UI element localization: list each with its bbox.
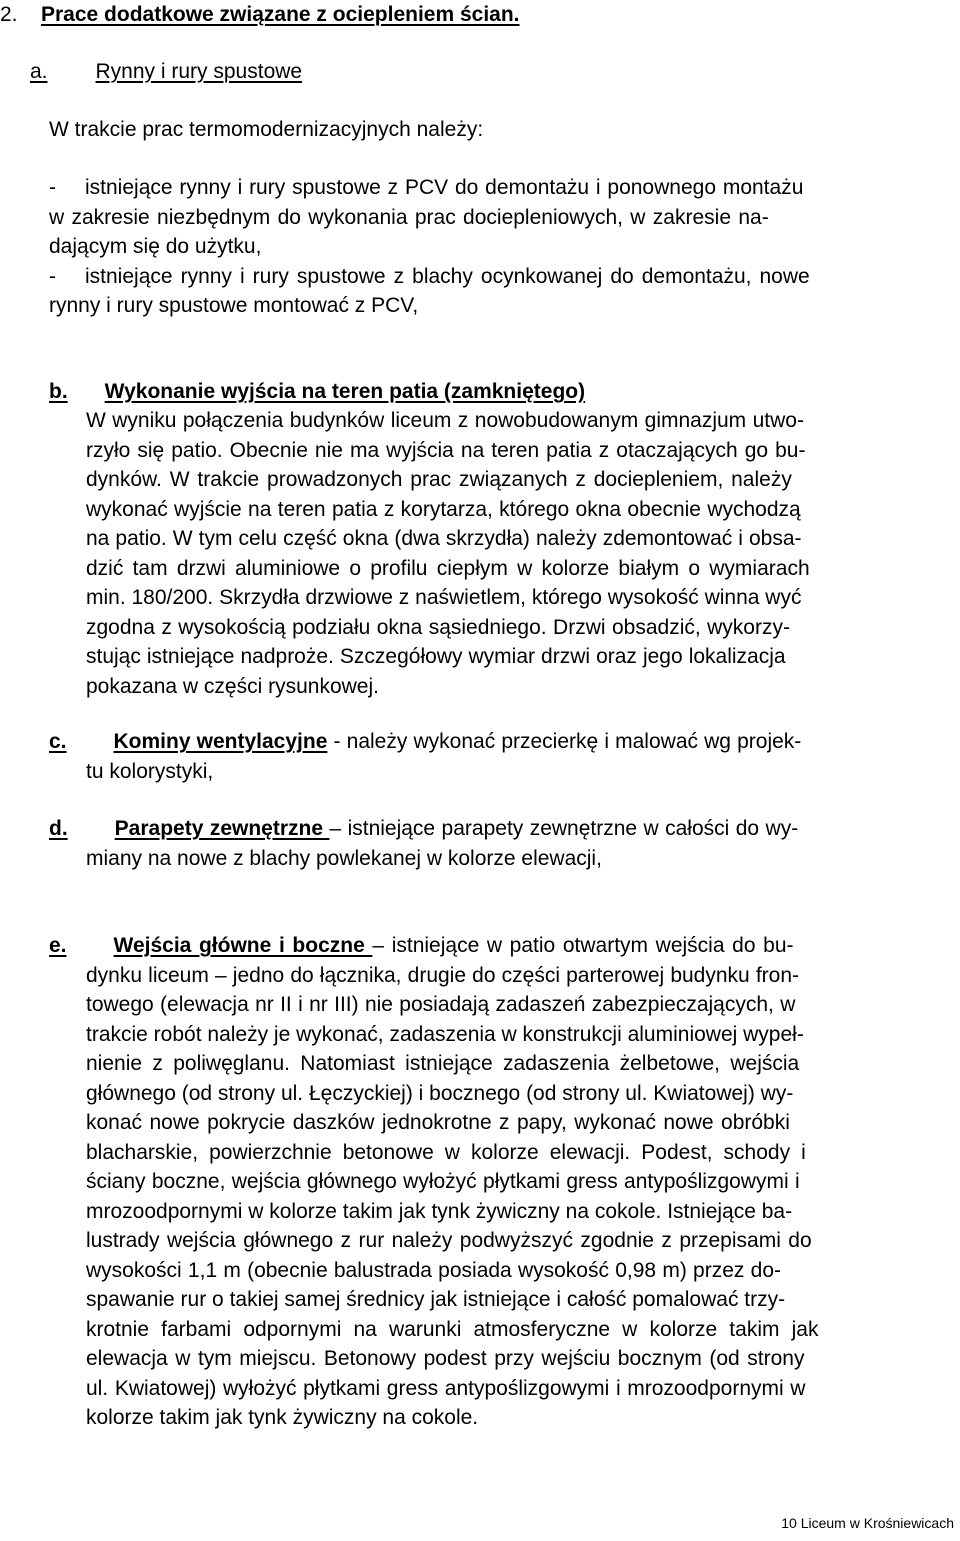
- paragraph-line: dynków. W trakcie prowadzonych prac związanych z dociepleniem, należy: [86, 468, 792, 491]
- section-a-title: Rynny i rury spustowe: [95, 60, 303, 83]
- paragraph-line: krotnie farbami odpornymi na warunki atmosferyczne w kolorze takim jak: [86, 1317, 819, 1341]
- paragraph-line: dzić tam drzwi aluminiowe o profilu ciepłym w kolorze białym o wymiarach: [86, 556, 810, 580]
- paragraph-line: W wyniku połączenia budynków liceum z nowobudowanym gimnazjum utwo-: [86, 409, 804, 432]
- paragraph-line: na patio. W tym celu część okna (dwa skrzydła) należy zdemontować i obsa-: [86, 527, 802, 550]
- section-e: [49, 931, 955, 1433]
- list-item-line: w zakresie niezbędnym do wykonania prac dociepleniowych, w zakresie na-: [49, 205, 769, 229]
- list-item-line: istniejące rynny i rury spustowe z PCV do demontażu i ponownego montażu: [85, 176, 804, 199]
- list-item-line: istniejące rynny i rury spustowe z blachy ocynkowanej do demontażu, nowe: [85, 264, 810, 288]
- list-item: [49, 173, 955, 262]
- paragraph-line: ściany boczne, wejścia głównego wyłożyć płytkami gress antypoślizgowymi i: [86, 1170, 800, 1193]
- section-b-letter: b.: [49, 380, 68, 403]
- list-item-line: dającym się do użytku,: [49, 235, 262, 258]
- paragraph-line: wykonać wyjście na teren patia z korytarza, którego okna obecnie wychodzą: [86, 497, 801, 521]
- paragraph-line: spawanie rur o takiej samej średnicy jak istniejące i całość pomalować trzy-: [86, 1288, 786, 1311]
- section-a-list: [49, 173, 955, 321]
- section-b-title: Wykonanie wyjścia na teren patia (zamkniętego): [104, 380, 586, 403]
- paragraph-line: głównego (od strony ul. Łęczyckiej) i bocznego (od strony ul. Kwiatowej) wy-: [86, 1081, 794, 1105]
- section-c-letter: c.: [49, 730, 67, 753]
- section-a-letter: a.: [30, 60, 48, 83]
- list-item: [49, 262, 955, 321]
- heading-title: Prace dodatkowe związane z ociepleniem ścian.: [41, 3, 520, 26]
- paragraph-line: elewacja w tym miejscu. Betonowy podest przy wejściu bocznym (od strony: [86, 1347, 805, 1370]
- section-d-line: miany na nowe z blachy powlekanej w kolorze elewacji,: [86, 846, 602, 870]
- paragraph-line: wysokości 1,1 m (obecnie balustrada posiada wysokość 0,98 m) przez do-: [86, 1258, 781, 1282]
- page-footer: 10 Liceum w Krośniewicach: [781, 1515, 954, 1531]
- section-c-line: tu kolorystyki,: [86, 759, 214, 783]
- section-e-title: Wejścia główne i boczne: [113, 934, 373, 957]
- paragraph-line: trakcie robót należy je wykonać, zadaszenia w konstrukcji aluminiowej wypeł-: [86, 1022, 804, 1046]
- section-a-intro: W trakcie prac termomodernizacyjnych należy:: [49, 118, 484, 141]
- list-dash: -: [49, 264, 56, 288]
- section-a-heading: [30, 57, 302, 87]
- list-item-line: rynny i rury spustowe montować z PCV,: [49, 294, 419, 317]
- section-d-title: Parapety zewnętrzne: [114, 817, 330, 840]
- paragraph-line: kolorze takim jak tynk żywiczny na cokole.: [86, 1406, 479, 1429]
- paragraph-line: mrozoodpornymi w kolorze takim jak tynk żywiczny na cokole. Istniejące ba-: [86, 1199, 793, 1223]
- page-heading: [0, 0, 520, 30]
- section-b-body: [86, 406, 954, 701]
- section-c: [49, 727, 955, 786]
- paragraph-line: nienie z poliwęglanu. Natomiast istniejące zadaszenia żelbetowe, wejścia: [86, 1052, 800, 1075]
- paragraph-line: stując istniejące nadproże. Szczegółowy wymiar drzwi oraz jego lokalizacja: [86, 645, 786, 668]
- section-c-text: - należy wykonać przecierkę i malować wg projek-: [327, 730, 802, 753]
- paragraph-line: dynku liceum – jedno do łącznika, drugie do części parterowej budynku fron-: [86, 963, 800, 987]
- paragraph-line: pokazana w części rysunkowej.: [86, 674, 379, 698]
- section-d-text: – istniejące parapety zewnętrzne w całości do wy-: [329, 817, 799, 840]
- paragraph-line: konać nowe pokrycie daszków jednokrotne z papy, wykonać nowe obróbki: [86, 1111, 790, 1134]
- heading-number: 2.: [0, 3, 18, 26]
- paragraph-line: rzyło się patio. Obecnie nie ma wyjścia na teren patia z otaczających go bu-: [86, 438, 806, 462]
- section-e-text: – istniejące w patio otwartym wejścia do bu-: [372, 934, 794, 957]
- section-c-title: Kominy wentylacyjne: [113, 730, 328, 753]
- section-e-letter: e.: [49, 934, 67, 957]
- paragraph-line: zgodna z wysokością podziału okna sąsiedniego. Drzwi obsadzić, wykorzy-: [86, 615, 790, 639]
- paragraph-line: towego (elewacja nr II i nr III) nie posiadają zadaszeń zabezpieczających, w: [86, 993, 796, 1016]
- section-d-letter: d.: [49, 817, 68, 840]
- paragraph-line: ul. Kwiatowej) wyłożyć płytkami gress antypoślizgowymi i mrozoodpornymi w: [86, 1376, 806, 1400]
- paragraph-line: blacharskie, powierzchnie betonowe w kolorze elewacji. Podest, schody i: [86, 1140, 806, 1164]
- list-dash: -: [49, 176, 56, 199]
- paragraph-line: lustrady wejścia głównego z rur należy podwyższyć zgodnie z przepisami do: [86, 1229, 812, 1252]
- section-d: [49, 814, 955, 873]
- section-b-heading: [49, 377, 585, 407]
- paragraph-line: min. 180/200. Skrzydła drzwiowe z naświetlem, którego wysokość winna wyć: [86, 586, 802, 609]
